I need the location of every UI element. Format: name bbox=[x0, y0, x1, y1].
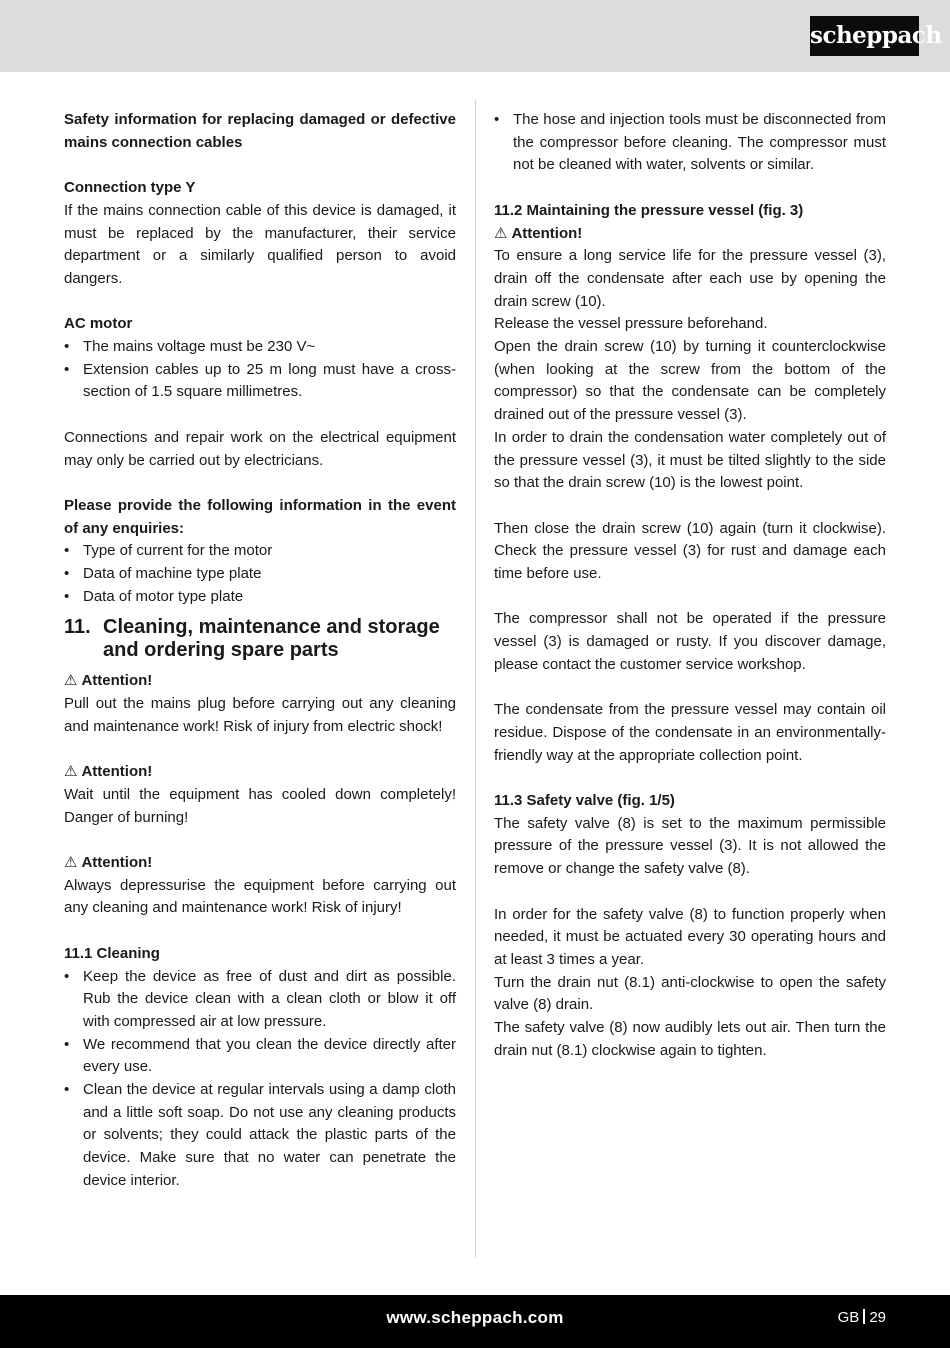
vessel-paragraph: Open the drain screw (10) by turning it counterclockwise (when looking at the screw from the bottom of the compressor) so that the condensate can be completely drained out of the pressure vessel (3). bbox=[494, 338, 886, 424]
connection-type-y-text: If the mains connection cable of this device is damaged, it must be replaced by the manufacturer, their service department or a similarly qualified person to avoid dangers. bbox=[64, 201, 456, 287]
valve-paragraph: The safety valve (8) is set to the maximum permissible pressure of the pressure vessel (3). It is not allowed the remove or change the safety valve (8). bbox=[494, 814, 886, 878]
ac-motor-heading: AC motor bbox=[64, 315, 133, 333]
list-item: • We recommend that you clean the device directly after every use. bbox=[64, 1034, 456, 1079]
section-title: Cleaning, maintenance and storage and ordering spare parts bbox=[103, 616, 440, 662]
attention-text: Wait until the equipment has cooled down completely! Danger of burning! bbox=[64, 785, 456, 826]
attention-text: Always depressurise the equipment before carrying out any cleaning and maintenance work! Risk of injury! bbox=[64, 876, 456, 917]
list-item: • The mains voltage must be 230 V~ bbox=[64, 336, 456, 359]
attention-heading: ⚠ Attention! bbox=[64, 672, 153, 690]
list-item: • Type of current for the motor bbox=[64, 540, 456, 563]
safety-valve-heading: 11.3 Safety valve (fig. 1/5) bbox=[494, 792, 675, 810]
section-number: 11. bbox=[64, 616, 91, 639]
column-divider bbox=[475, 100, 476, 1258]
list-item: • Extension cables up to 25 m long must have a cross-section of 1.5 square millimetres. bbox=[64, 359, 456, 404]
header-band bbox=[0, 0, 950, 72]
enquiries-list bbox=[64, 540, 456, 608]
list-item: • The hose and injection tools must be disconnected from the compressor before cleaning. The compressor must not be cleaned with water, solvents or similar. bbox=[494, 109, 886, 177]
vessel-paragraph: Then close the drain screw (10) again (turn it clockwise). Check the pressure vessel (3) for rust and damage each time before use. bbox=[494, 519, 886, 583]
cleaning-list bbox=[64, 966, 456, 1193]
list-item: • Data of motor type plate bbox=[64, 586, 456, 609]
connection-type-y-heading: Connection type Y bbox=[64, 179, 196, 197]
warning-icon: ⚠ bbox=[64, 672, 78, 690]
vessel-paragraph: In order to drain the condensation water completely out of the pressure vessel (3), it must be tilted slightly to the side so that the drain screw (10) is the lowest point. bbox=[494, 428, 886, 492]
list-item: • Data of machine type plate bbox=[64, 563, 456, 586]
valve-paragraph: The safety valve (8) now audibly lets out air. Then turn the drain nut (8.1) clockwise again to tighten. bbox=[494, 1019, 886, 1059]
section-11-heading bbox=[64, 616, 456, 662]
attention-heading: ⚠ Attention! bbox=[64, 854, 153, 871]
page-number: 29 bbox=[869, 1309, 886, 1326]
brand-logo: scheppach bbox=[810, 16, 919, 56]
attention-heading: ⚠ Attention! bbox=[64, 763, 153, 781]
warning-icon: ⚠ bbox=[64, 854, 78, 871]
attention-heading: ⚠ Attention! bbox=[494, 224, 583, 242]
vessel-paragraph: The compressor shall not be operated if the pressure vessel (3) is damaged or rusty. If you discover damage, please contact the customer service workshop. bbox=[494, 610, 886, 673]
right-column bbox=[494, 109, 886, 1062]
attention-text: Pull out the mains plug before carrying out any cleaning and maintenance work! Risk of injury from electric shock! bbox=[64, 695, 456, 735]
connections-text: Connections and repair work on the electrical equipment may only be carried out by electricians. bbox=[64, 428, 456, 469]
language-code: GB bbox=[837, 1309, 860, 1326]
vessel-paragraph: The condensate from the pressure vessel may contain oil residue. Dispose of the condensate in an environmentally-friendly way at the appropriate collection point. bbox=[494, 701, 886, 764]
list-item: • Keep the device as free of dust and dirt as possible. Rub the device clean with a clean cloth or blow it off with compressed air at low pressure. bbox=[64, 966, 456, 1034]
vessel-paragraph: Release the vessel pressure beforehand. bbox=[494, 315, 768, 333]
cleaning-heading: 11.1 Cleaning bbox=[64, 944, 160, 962]
ac-motor-list bbox=[64, 336, 456, 404]
hose-list bbox=[494, 109, 886, 177]
list-item: • Clean the device at regular intervals using a damp cloth and a little soft soap. Do not use any cleaning products or solvents; they could attack the plastic parts of the device. Make sure that no water can penetrate the device interior. bbox=[64, 1079, 456, 1193]
left-column bbox=[64, 109, 456, 1193]
pressure-vessel-heading: 11.2 Maintaining the pressure vessel (fig. 3) bbox=[494, 201, 804, 219]
valve-paragraph: Turn the drain nut (8.1) anti-clockwise to open the safety valve (8) drain. bbox=[494, 973, 886, 1014]
warning-icon: ⚠ bbox=[494, 224, 508, 242]
safety-heading: Safety information for replacing damaged or defective mains connection cables bbox=[64, 111, 456, 151]
vessel-paragraph: To ensure a long service life for the pressure vessel (3), drain off the condensate after each use by opening the drain screw (10). bbox=[494, 247, 886, 310]
website-link[interactable]: www.scheppach.com bbox=[386, 1308, 564, 1327]
footer-bar bbox=[0, 1295, 950, 1348]
valve-paragraph: In order for the safety valve (8) to function properly when needed, it must be actuated every 30 operating hours and at least 3 times a year. bbox=[494, 905, 886, 968]
warning-icon: ⚠ bbox=[64, 763, 78, 781]
page-indicator bbox=[838, 1309, 886, 1326]
enquiries-heading: Please provide the following information in the event of any enquiries: bbox=[64, 496, 456, 537]
